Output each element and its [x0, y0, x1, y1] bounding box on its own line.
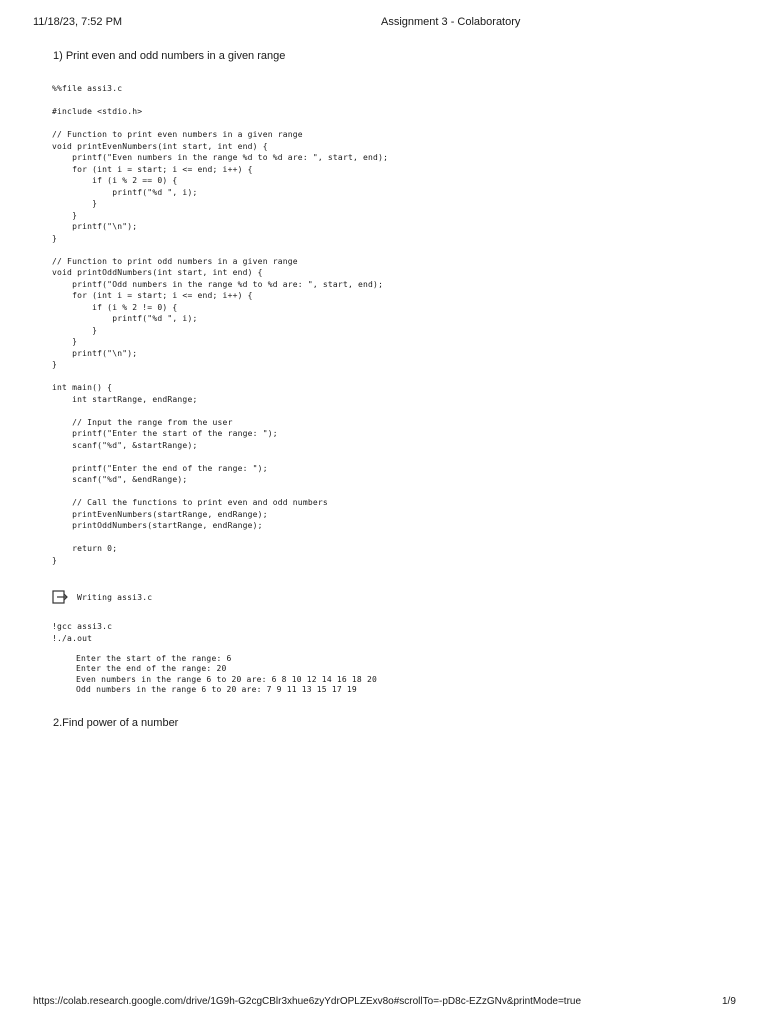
page-number: 1/9 — [722, 996, 736, 1007]
code-cell-compile-run[interactable]: !gcc assi3.c !./a.out — [52, 622, 113, 643]
footer-url: https://colab.research.google.com/drive/1G9h-G2cgCBlr3xhue6zyYdrOPLZExv8o#scrollTo=-pD8c-EZzGNv&printMode=true — [33, 996, 582, 1007]
output-arrow-icon — [52, 590, 68, 604]
print-datetime: 11/18/23, 7:52 PM — [33, 16, 123, 28]
output-writing-label: Writing assi3.c — [77, 592, 153, 602]
code-cell-assi3[interactable]: %%file assi3.c #include <stdio.h> // Function to print even numbers in a given range void printEvenNumbers(int start, int end) { printf("Even numbers in the range %d to %d are: ", start, end); for (int i = start; i <= end; i++) { if (i % 2 == 0) { printf("%d ", i); } } printf("\n"); } // Function to print odd numbers in a given range void printOddNumbers(int start, int end) { printf("Odd numbers in the range %d to %d are: ", start, end); for (int i = start; i <= end; i++) { if (i % 2 != 0) { printf("%d ", i); } } printf("\n"); } int main() { int startRange, endRange; // Input the range from the user printf("Enter the start of the range: "); scanf("%d", &startRange); printf("Enter the end of the range: "); scanf("%d", &endRange); // Call the functions to print even and odd numbers printEvenNumbers(startRange, endRange); printOddNumbers(startRange, endRange); return 0; } — [52, 84, 389, 565]
cell-output-writing — [52, 590, 152, 604]
page-title: Assignment 3 - Colaboratory — [381, 16, 521, 28]
section-heading-power: 2.Find power of a number — [53, 717, 179, 729]
section-heading-even-odd: 1) Print even and odd numbers in a given range — [53, 50, 286, 62]
cell-output-run: Enter the start of the range: 6 Enter the end of the range: 20 Even numbers in the range 6 to 20 are: 6 8 10 12 14 16 18 20 Odd numbers in the range 6 to 20 are: 7 9 11 13 15 17 19 — [76, 654, 377, 694]
